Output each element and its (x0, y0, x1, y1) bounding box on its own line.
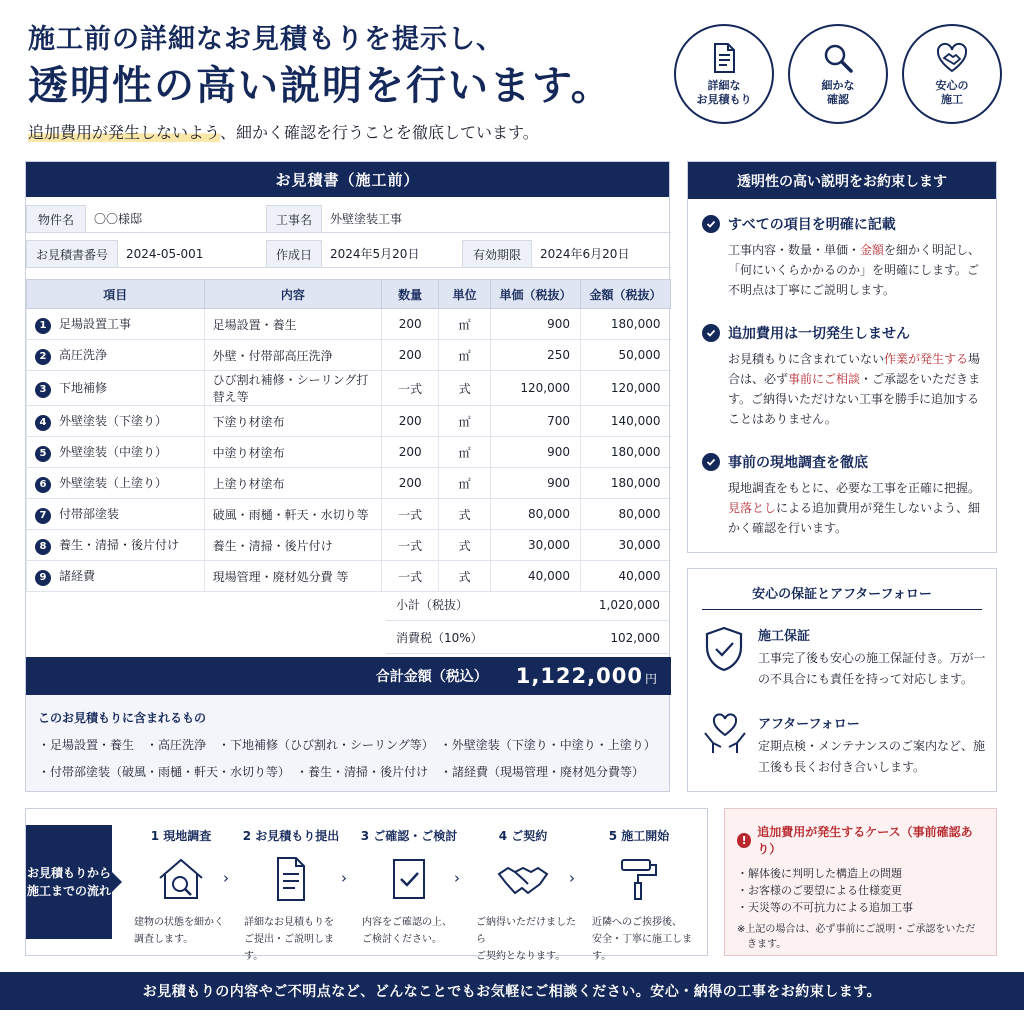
check-icon (702, 453, 720, 471)
badge-safe-work (902, 24, 1002, 124)
warranty-panel (687, 568, 997, 792)
column-header: 項目 (27, 280, 205, 309)
table-row (27, 340, 671, 371)
promise-1-body-a: 工事内容・数量・単価・ (728, 243, 861, 257)
column-header: 内容 (204, 280, 382, 309)
step-title: 4 ご契約 (498, 829, 548, 843)
row-number-badge: 2 (35, 349, 51, 365)
quantity-cell: 200 (382, 406, 439, 437)
included-line-1: ・足場設置・養生 ・高圧洗浄 ・下地補修（ひび割れ・シーリング等） ・外壁塗装（下塗り・中塗り・上塗り） (38, 738, 656, 752)
valid-label: 有効期限 (462, 240, 532, 268)
warranty-divider (702, 609, 982, 610)
quantity-cell: 一式 (382, 371, 439, 406)
promise-3-body-b: による追加費用が発生しないよう、細かく確認を行います。 (728, 501, 981, 535)
tax-label: 消費税（10%） (396, 631, 483, 645)
promise-2-body (728, 349, 990, 429)
house-inspection-icon (154, 852, 208, 906)
chevron-right-icon: › (341, 869, 347, 887)
quantity-cell: 一式 (382, 530, 439, 561)
feature-badges (674, 24, 1002, 124)
promise-1-body (728, 240, 990, 300)
magnifier-icon (821, 41, 855, 75)
warranty-1-body: 工事完了後も安心の施工保証付き。万が一の不具合にも責任を持って対応します。 (758, 651, 986, 686)
content-cell: 破風・雨樋・軒天・水切り等 (204, 499, 382, 530)
quantity-cell: 200 (382, 309, 439, 340)
item-name: 高圧洗浄 (59, 347, 108, 362)
item-cell (27, 499, 205, 530)
extra-cost-note: ※上記の場合は、必ず事前にご説明・ご承認をいただきます。 (737, 924, 976, 950)
table-row (27, 499, 671, 530)
list-item: ・解体後に判明した構造上の問題 (737, 867, 902, 880)
unit-price-cell: 900 (491, 468, 581, 499)
step-description: 内容をご確認の上、 ご検討ください。 (362, 917, 452, 945)
item-cell (27, 340, 205, 371)
check-icon (702, 324, 720, 342)
row-number-badge: 7 (35, 508, 51, 524)
step-title: 2 お見積もり提出 (242, 829, 340, 843)
subtotal-label: 小計（税抜） (396, 598, 469, 612)
table-row (27, 530, 671, 561)
flow-step-2 (236, 827, 346, 965)
unit-cell: 式 (439, 371, 491, 406)
flow-step-5 (584, 827, 694, 965)
column-header: 数量 (382, 280, 439, 309)
flow-step-4 (468, 827, 578, 965)
hero-header (28, 22, 668, 143)
extra-cost-list (737, 865, 984, 916)
amount-cell: 40,000 (581, 561, 671, 592)
work-value: 外壁塗装工事 (322, 205, 671, 233)
quantity-cell: 一式 (382, 561, 439, 592)
item-name: 下地補修 (59, 380, 108, 395)
table-row (27, 561, 671, 592)
footer-banner: お見積もりの内容やご不明点など、どんなことでもお気軽にご相談ください。安心・納得の工事をお約束します。 (0, 972, 1024, 1010)
subtotal-value: 1,020,000 (598, 597, 660, 612)
warranty-2-body: 定期点検・メンテナンスのご案内など、施工後も長くお付き合いします。 (758, 739, 986, 774)
item-cell (27, 561, 205, 592)
included-title: このお見積もりに含まれるもの (38, 711, 207, 725)
unit-cell: ㎡ (439, 406, 491, 437)
included-items (26, 695, 669, 791)
unit-cell: ㎡ (439, 309, 491, 340)
content-cell: 上塗り材塗布 (204, 468, 382, 499)
headline-line-1: 施工前の詳細なお見積もりを提示し、 (28, 24, 504, 55)
promise-2-body-red-1: 作業が発生する (884, 352, 969, 366)
paint-roller-icon (612, 852, 666, 906)
table-header (27, 280, 671, 309)
unit-price-cell: 700 (491, 406, 581, 437)
promise-2-title-text: 追加費用は一切発生しません (728, 326, 910, 342)
badge-label: 詳細な お見積もり (696, 79, 752, 106)
headline-line-2: 透明性の高い説明を行います。 (28, 63, 613, 109)
chevron-right-icon: › (223, 869, 229, 887)
unit-price-cell: 80,000 (491, 499, 581, 530)
badge-label: 細かな 確認 (821, 79, 855, 106)
amount-cell: 30,000 (581, 530, 671, 561)
badge-label: 安心の 施工 (935, 79, 969, 106)
quantity-cell: 一式 (382, 499, 439, 530)
item-cell (27, 437, 205, 468)
included-line-2: ・付帯部塗装（破風・雨樋・軒天・水切り等） ・養生・清掃・後片付け ・諸経費（現場管理・廃材処分費等） (38, 765, 645, 779)
item-cell (27, 530, 205, 561)
property-value: 〇〇様邸 (86, 205, 266, 233)
handshake-icon (496, 852, 550, 906)
item-name: 付帯部塗装 (59, 506, 120, 521)
unit-price-cell: 900 (491, 309, 581, 340)
column-header: 単価（税抜） (491, 280, 581, 309)
table-body (27, 309, 671, 592)
document-icon (707, 41, 741, 75)
table-row (27, 468, 671, 499)
amount-cell: 80,000 (581, 499, 671, 530)
promise-2-title (702, 323, 910, 343)
content-cell: 足場設置・養生 (204, 309, 382, 340)
promise-3-title (702, 452, 868, 472)
quantity-cell: 200 (382, 437, 439, 468)
step-description: 建物の状態を細かく 調査します。 (134, 917, 224, 945)
unit-price-cell: 30,000 (491, 530, 581, 561)
row-number-badge: 1 (35, 318, 51, 334)
created-value: 2024年5月20日 (322, 240, 462, 268)
table-row (27, 309, 671, 340)
tax-value: 102,000 (610, 630, 660, 645)
property-label: 物件名 (26, 205, 86, 233)
unit-price-cell: 250 (491, 340, 581, 371)
number-label: お見積書番号 (26, 240, 118, 268)
badge-careful-check (788, 24, 888, 124)
document-icon (264, 852, 318, 906)
work-label: 工事名 (266, 205, 322, 233)
caring-hands-heart-icon (702, 711, 748, 759)
total-row (26, 657, 671, 695)
unit-cell: 式 (439, 561, 491, 592)
total-unit: 円 (644, 672, 657, 686)
item-name: 養生・清掃・後片付け (59, 537, 180, 552)
content-cell: 現場管理・廃材処分費 等 (204, 561, 382, 592)
unit-price-cell: 900 (491, 437, 581, 468)
promise-2-body-red-2: 事前にご相談 (788, 372, 861, 386)
amount-cell: 140,000 (581, 406, 671, 437)
promise-3-title-text: 事前の現地調査を徹底 (728, 455, 868, 471)
meta-row-2 (26, 240, 671, 268)
table-row (27, 406, 671, 437)
row-number-badge: 5 (35, 446, 51, 462)
item-name: 足場設置工事 (59, 316, 132, 331)
amount-cell: 180,000 (581, 437, 671, 468)
amount-cell: 120,000 (581, 371, 671, 406)
item-name: 諸経費 (59, 568, 96, 583)
tax-row (386, 622, 670, 654)
unit-price-cell: 40,000 (491, 561, 581, 592)
promise-1-title (702, 214, 896, 234)
item-name: 外壁塗装（中塗り） (59, 444, 168, 459)
item-name: 外壁塗装（上塗り） (59, 475, 168, 490)
item-name: 外壁塗装（下塗り） (59, 413, 168, 428)
checklist-icon (382, 852, 436, 906)
quantity-cell: 200 (382, 468, 439, 499)
content-cell: 外壁・付帯部高圧洗浄 (204, 340, 382, 371)
amount-cell: 50,000 (581, 340, 671, 371)
content-cell: 中塗り材塗布 (204, 437, 382, 468)
promise-1-title-text: すべての項目を明確に記載 (728, 217, 896, 233)
chevron-right-icon: › (454, 869, 460, 887)
promise-2-body-b: 場合は、必ず (728, 352, 981, 386)
step-description: 近隣へのご挨拶後、 安全・丁寧に施工します。 (592, 917, 692, 962)
number-value: 2024-05-001 (118, 240, 266, 268)
item-cell (27, 309, 205, 340)
row-number-badge: 9 (35, 570, 51, 586)
subheadline-rest: 、細かく確認を行うことを徹底しています。 (220, 123, 539, 142)
flow-step-3 (354, 827, 464, 948)
warranty-1-title: 施工保証 (758, 629, 811, 644)
promise-2-body-c: ・ご承認をいただきます。ご納得いただけない工事を勝手に追加することはありません。 (728, 372, 981, 426)
list-item: ・天災等の不可抗力による追加工事 (737, 901, 913, 914)
row-number-badge: 8 (35, 539, 51, 555)
item-cell (27, 371, 205, 406)
estimate-items-table (26, 279, 671, 592)
process-flow (25, 808, 708, 962)
promise-3-body-a: 現地調査をもとに、必要な工事を正確に把握。 (728, 481, 981, 495)
extra-cost-box (724, 808, 997, 956)
content-cell: ひび割れ補修・シーリング打替え等 (204, 371, 382, 406)
content-cell: 養生・清掃・後片付け (204, 530, 382, 561)
estimate-title: お見積書（施工前） (26, 162, 669, 197)
promise-panel (687, 161, 997, 553)
unit-cell: 式 (439, 499, 491, 530)
step-title: 1 現地調査 (150, 829, 212, 843)
list-item: ・お客様のご要望による仕様変更 (737, 884, 902, 897)
amount-cell: 180,000 (581, 468, 671, 499)
subheadline (28, 120, 668, 143)
step-title: 5 施工開始 (608, 829, 670, 843)
amount-cell: 180,000 (581, 309, 671, 340)
promise-3-body-red: 見落とし (728, 501, 777, 515)
content-cell: 下塗り材塗布 (204, 406, 382, 437)
unit-cell: 式 (439, 530, 491, 561)
unit-cell: ㎡ (439, 468, 491, 499)
alert-icon: ! (737, 833, 751, 848)
promise-title: 透明性の高い説明をお約束します (688, 162, 996, 199)
warranty-title: 安心の保証とアフターフォロー (752, 587, 932, 602)
flow-step-1 (126, 827, 236, 948)
total-label: 合計金額（税込） (375, 669, 488, 685)
subheadline-highlight: 追加費用が発生しないよう (28, 123, 221, 142)
row-number-badge: 3 (35, 382, 51, 398)
badge-detailed-estimate (674, 24, 774, 124)
meta-row-1 (26, 205, 671, 233)
promise-2-body-a: お見積もりに含まれていない (728, 352, 885, 366)
quantity-cell: 200 (382, 340, 439, 371)
promise-3-body (728, 478, 990, 538)
shield-icon (702, 625, 746, 673)
flow-label: お見積もりから施工までの流れ (26, 825, 112, 939)
unit-cell: ㎡ (439, 340, 491, 371)
column-header: 金額（税抜） (581, 280, 671, 309)
unit-price-cell: 120,000 (491, 371, 581, 406)
unit-cell: ㎡ (439, 437, 491, 468)
warranty-2-title: アフターフォロー (758, 717, 860, 732)
check-icon (702, 215, 720, 233)
row-number-badge: 6 (35, 477, 51, 493)
handshake-heart-icon (935, 41, 969, 75)
step-description: 詳細なお見積もりを ご提出・ご説明します。 (244, 917, 334, 962)
column-header: 単位 (439, 280, 491, 309)
total-value: 1,122,000 (515, 664, 643, 688)
subtotal-row (386, 589, 670, 621)
promise-1-body-b: を細かく明記し、「何にいくらかかるのか」を明確にします。ご不明点は丁寧にご説明します。 (728, 243, 981, 297)
estimate-sheet (25, 161, 670, 792)
item-cell (27, 468, 205, 499)
promise-1-body-red: 金額 (860, 243, 885, 257)
row-number-badge: 4 (35, 415, 51, 431)
extra-cost-title-text: 追加費用が発生するケース（事前確認あり） (757, 825, 973, 856)
step-description: ご納得いただけましたら ご契約となります。 (476, 917, 576, 962)
valid-value: 2024年6月20日 (532, 240, 671, 268)
created-label: 作成日 (266, 240, 322, 268)
table-row (27, 371, 671, 406)
item-cell (27, 406, 205, 437)
table-row (27, 437, 671, 468)
extra-cost-title (737, 823, 984, 857)
step-title: 3 ご確認・ご検討 (360, 829, 458, 843)
chevron-right-icon: › (569, 869, 575, 887)
